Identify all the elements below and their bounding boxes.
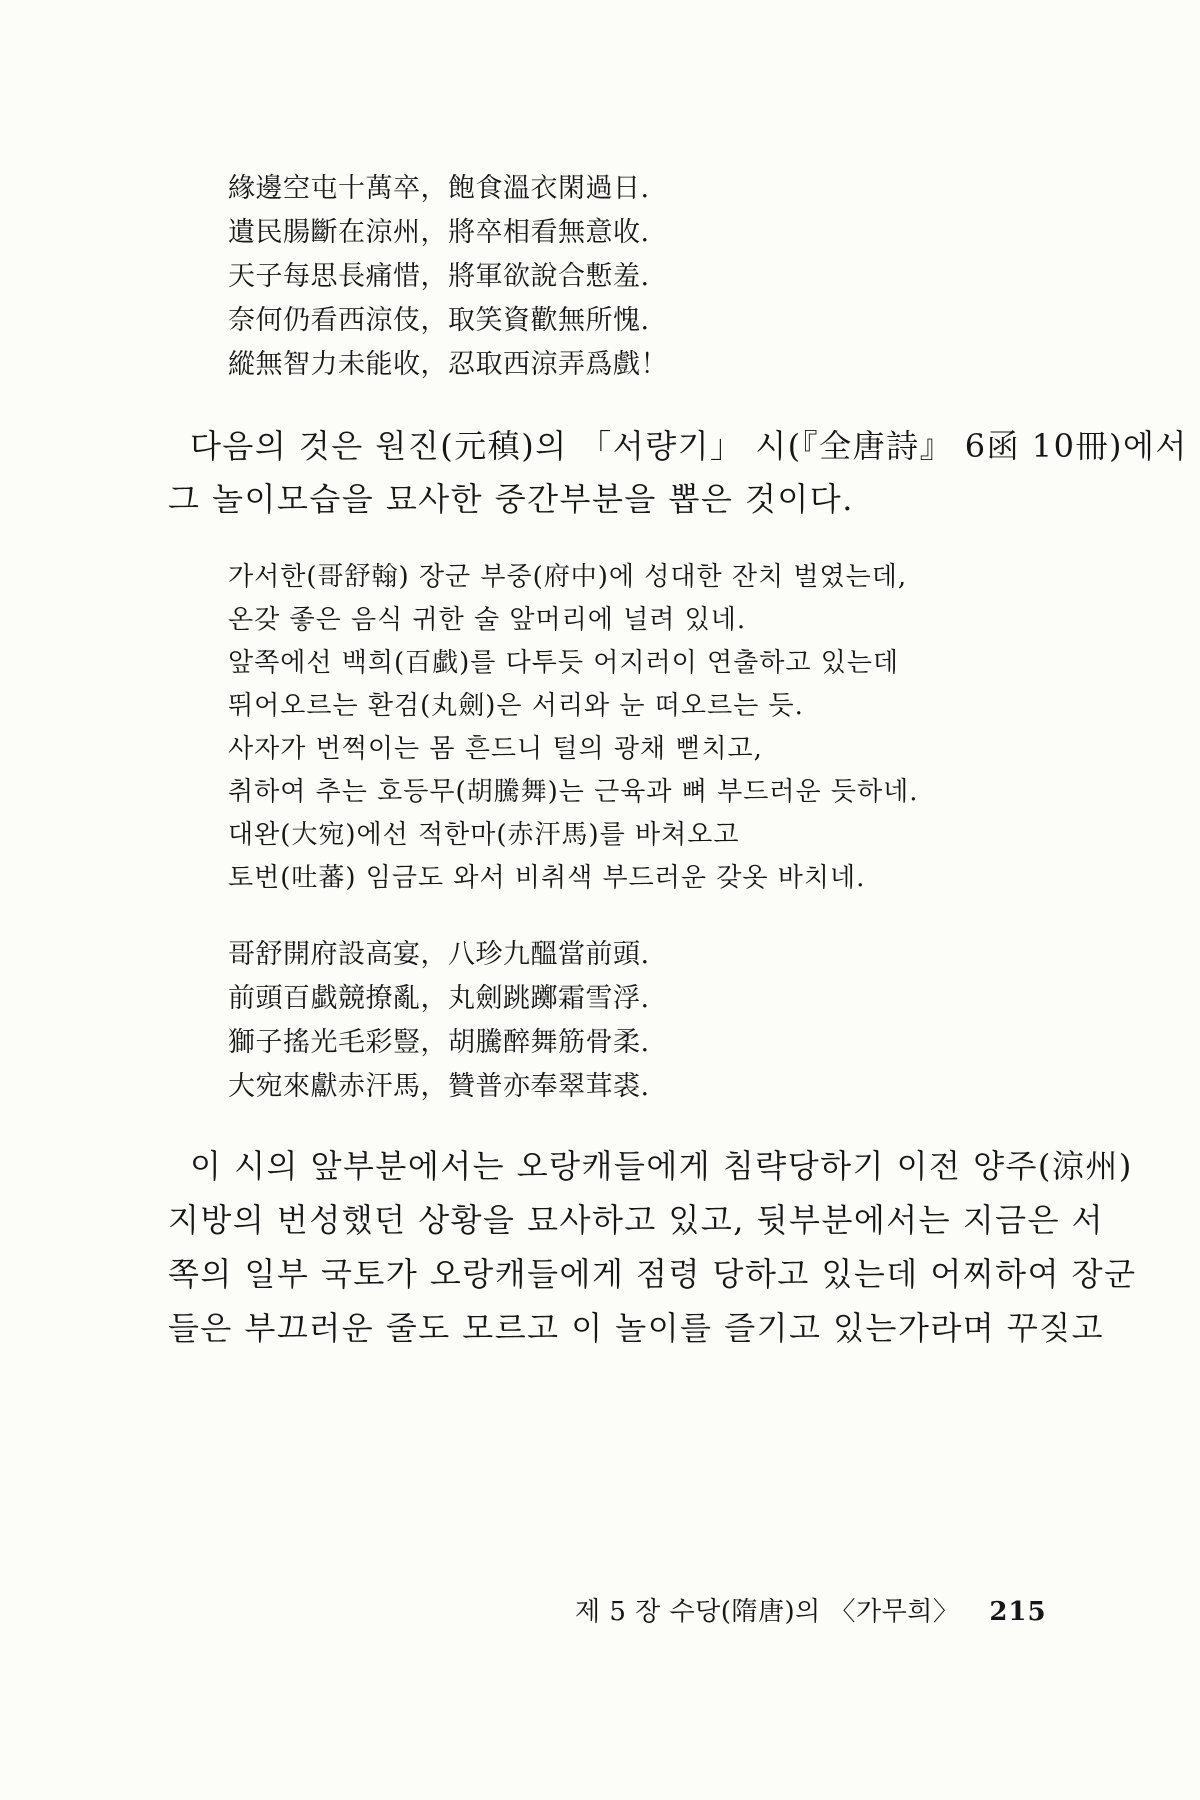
page-number: 215 bbox=[989, 1597, 1047, 1627]
verse-line: 縱無智力未能收，忍取西涼弄爲戲！ bbox=[228, 349, 668, 380]
verse-line: 취하여 추는 호등무(胡騰舞)는 근육과 뼈 부드러운 듯하네. bbox=[228, 777, 919, 807]
verse-line: 사자가 번쩍이는 몸 흔드니 털의 광채 뻗치고, bbox=[228, 734, 763, 764]
verse-line: 토번(吐蕃) 임금도 와서 비취색 부드러운 갖옷 바치네. bbox=[228, 863, 866, 893]
page-footer bbox=[575, 1591, 1047, 1628]
paragraph-line: 이 시의 앞부분에서는 오랑캐들에게 침략당하기 이전 양주(涼州) bbox=[190, 1147, 1133, 1185]
verse-line: 哥舒開府設高宴，八珍九醞當前頭. bbox=[228, 939, 650, 970]
running-title: 제 5 장 수당(隋唐)의 〈가무희〉 bbox=[575, 1597, 960, 1627]
verse-line: 緣邊空屯十萬卒，飽食溫衣閑過日. bbox=[228, 173, 650, 204]
verse-line: 大宛來獻赤汗馬，贊普亦奉翠茸裘. bbox=[228, 1071, 650, 1102]
paragraph-line: 쪽의 일부 국토가 오랑캐들에게 점령 당하고 있는데 어찌하여 장군 bbox=[168, 1255, 1137, 1293]
verse-line: 遺民腸斷在涼州，將卒相看無意收. bbox=[228, 217, 650, 248]
verse-line: 대완(大宛)에선 적한마(赤汗馬)를 바쳐오고 bbox=[228, 820, 740, 850]
paragraph-line: 다음의 것은 원진(元稹)의 「서량기」 시(『全唐詩』 6函 10冊)에서 bbox=[190, 427, 1188, 465]
paragraph-line: 그 놀이모습을 묘사한 중간부분을 뽑은 것이다. bbox=[168, 480, 854, 518]
verse-line: 獅子搖光毛彩豎，胡騰醉舞筋骨柔. bbox=[228, 1027, 650, 1058]
verse-line: 前頭百戱競撩亂，丸劍跳躑霜雪浮. bbox=[228, 983, 650, 1014]
verse-line: 가서한(哥舒翰) 장군 부중(府中)에 성대한 잔치 벌였는데, bbox=[228, 562, 908, 592]
paragraph-line: 들은 부끄러운 줄도 모르고 이 놀이를 즐기고 있는가라며 꾸짖고 bbox=[168, 1309, 1105, 1347]
verse-line: 앞쪽에선 백희(百戱)를 다투듯 어지러이 연출하고 있는데 bbox=[228, 648, 900, 678]
verse-line: 天子每思長痛惜，將軍欲說合慙羞. bbox=[228, 261, 650, 292]
verse-line: 奈何仍看西涼伎，取笑資歡無所愧. bbox=[228, 305, 650, 336]
verse-line: 온갖 좋은 음식 귀한 술 앞머리에 널려 있네. bbox=[228, 605, 747, 635]
verse-line: 뛰어오르는 환검(丸劍)은 서리와 눈 떠오르는 듯. bbox=[228, 691, 804, 721]
paragraph-line: 지방의 번성했던 상황을 묘사하고 있고, 뒷부분에서는 지금은 서 bbox=[168, 1201, 1105, 1239]
